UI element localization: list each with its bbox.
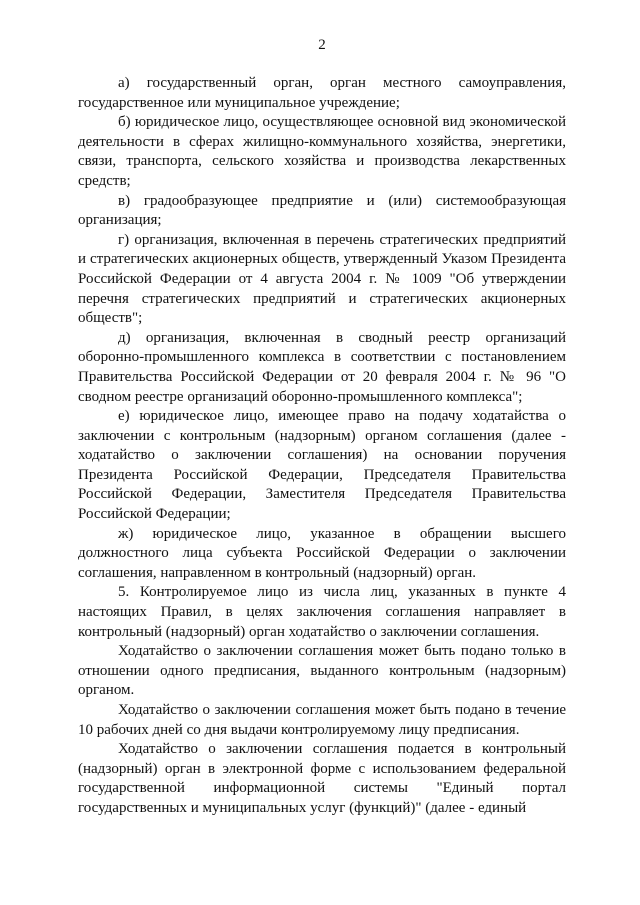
page-number: 2 — [318, 37, 326, 53]
paragraph-g: г) организация, включенная в перечень стратегических предприятий и стратегических акционерных обществ, утвержденный Указом Президента Российской Федерации от 4 августа 2004 г. № 1009 "Об утверждении перечня стратегических предприятий и стратегических акционерных обществ"; — [78, 231, 566, 327]
paragraph-petition-one: Ходатайство о заключении соглашения может быть подано только в отношении одного предписания, выданного контрольным (надзорным) органом. — [78, 643, 566, 699]
paragraph-v: в) градообразующее предприятие и (или) системообразующая организация; — [78, 192, 566, 229]
paragraph-5: 5. Контролируемое лицо из числа лиц, указанных в пункте 4 настоящих Правил, в целях заключения соглашения направляет в контрольный (надзорный) орган ходатайство о заключении соглашения. — [78, 584, 566, 640]
paragraph-petition-electronic: Ходатайство о заключении соглашения подается в контрольный (надзорный) орган в электронной форме с использованием федеральной государственной информационной системы "Единый портал государственных и муниципальных услуг (функций)" (далее - единый — [78, 741, 566, 816]
paragraph-e: е) юридическое лицо, имеющее право на подачу ходатайства о заключении с контрольным (надзорным) органом соглашения (далее - ходатайство о заключении соглашения) на основании поручения Президента Российской Федерации, Председателя Правительства Российской Федерации, Заместителя Председателя Правительства Российской Федерации; — [78, 408, 566, 523]
paragraph-b: б) юридическое лицо, осуществляющее основной вид экономической деятельности в сферах жилищно-коммунального хозяйства, энергетики, связи, транспорта, сельского хозяйства и производства лекарственных средств; — [78, 114, 566, 189]
paragraph-zh: ж) юридическое лицо, указанное в обращении высшего должностного лица субъекта Российской Федерации о заключении соглашения, направленном в контрольный (надзорный) орган. — [78, 525, 566, 581]
paragraph-d: д) организация, включенная в сводный реестр организаций оборонно-промышленного комплекса в соответствии с постановлением Правительства Российской Федерации от 20 февраля 2004 г. № 96 "О сводном реестре организаций оборонно-промышленного комплекса"; — [78, 329, 566, 405]
paragraph-petition-deadline: Ходатайство о заключении соглашения может быть подано в течение 10 рабочих дней со дня выдачи контролируемому лицу предписания. — [78, 702, 566, 738]
paragraph-a: а) государственный орган, орган местного самоуправления, государственное или муниципальное учреждение; — [78, 75, 566, 111]
